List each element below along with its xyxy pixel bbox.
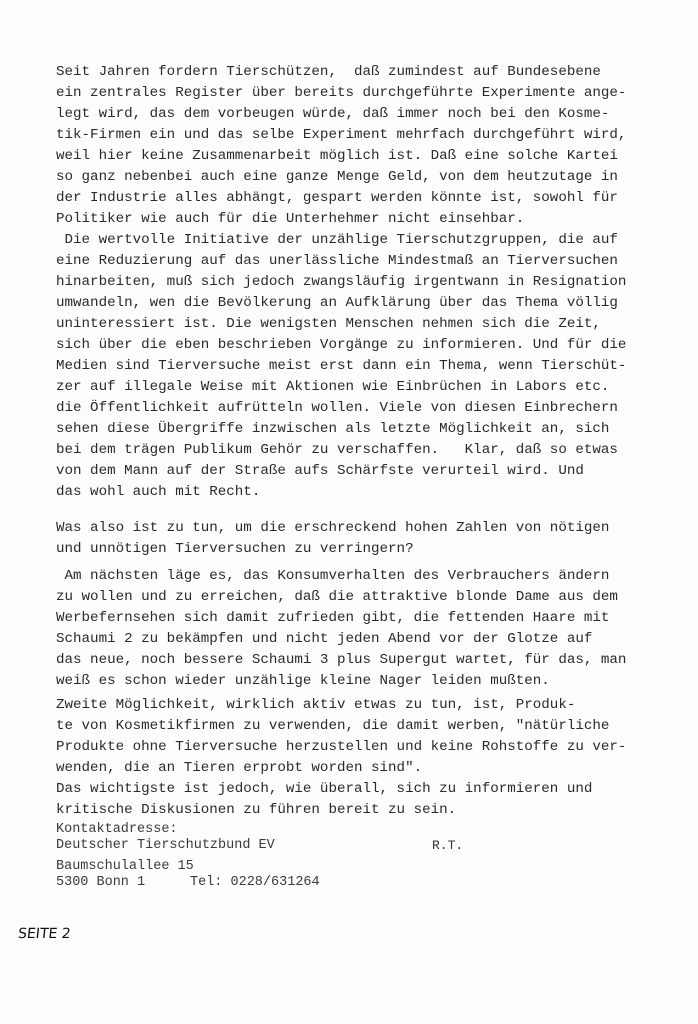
paragraph1-line: Seit Jahren fordern Tierschützen, daß zumindest auf Bundesebene [56, 64, 601, 80]
paragraph1-line: Politiker wie auch für die Unterhehmer nicht einsehbar. [56, 211, 525, 227]
paragraph4-line: Produkte ohne Tierversuche herzustellen und keine Rohstoffe zu ver- [56, 739, 627, 755]
paragraph2-line: die Öffentlichkeit aufrütteln wollen. Viele von diesen Einbrechern [56, 400, 618, 416]
paragraph2-line: das wohl auch mit Recht. [56, 484, 261, 500]
question-line: Was also ist zu tun, um die erschreckend hohen Zahlen von nötigen [56, 520, 610, 536]
paragraph3-line: Am nächsten läge es, das Konsumverhalten des Verbrauchers ändern [56, 568, 610, 584]
signature: R.T. [432, 838, 464, 853]
paragraph2-line: umwandeln, wen die Bevölkerung an Aufklärung über das Thema völlig [56, 295, 618, 311]
contact-phone: Tel: 0228/631264 [190, 875, 320, 890]
paragraph2-line: zer auf illegale Weise mit Aktionen wie Einbrüchen in Labors etc. [56, 379, 610, 395]
paragraph1-line: der Industrie alles abhängt, gespart werden könnte ist, sowohl für [56, 190, 618, 206]
paragraph4-line: te von Kosmetikfirmen zu verwenden, die damit werben, "nätürliche [56, 718, 610, 734]
paragraph2-line: Medien sind Tierversuche meist erst dann ein Thema, wenn Tierschüt- [56, 358, 627, 374]
contact-street: Baumschulallee 15 [56, 859, 194, 874]
paragraph2-line: von dem Mann auf der Straße aufs Schärfste verurteil wird. Und [56, 463, 584, 479]
paragraph4-line: Das wichtigste ist jedoch, wie überall, sich zu informieren und [56, 781, 593, 797]
paragraph2-line: Die wertvolle Initiative der unzählige Tierschutzgruppen, die auf [56, 232, 618, 248]
paragraph4-line: wenden, die an Tieren erprobt worden sind". [56, 760, 423, 776]
paragraph4-line: kritische Diskusionen zu führen bereit zu sein. [56, 802, 457, 818]
paragraph1-line: so ganz nebenbei auch eine ganze Menge Geld, von dem heutzutage in [56, 169, 618, 185]
paragraph1-line: weil hier keine Zusammenarbeit möglich ist. Daß eine solche Kartei [56, 148, 618, 164]
paragraph3-line: Schaumi 2 zu bekämpfen und nicht jeden Abend vor der Glotze auf [56, 631, 593, 647]
paragraph1-line: legt wird, das dem vorbeugen würde, daß immer noch bei den Kosme- [56, 106, 610, 122]
paragraph2-line: hinarbeiten, muß sich jedoch zwangsläufig irgentwann in Resignation [56, 274, 627, 290]
paragraph2-line: eine Reduzierung auf das unerlässliche Mindestmaß an Tierversuchen [56, 253, 618, 269]
paragraph1-line: ein zentrales Register über bereits durchgeführte Experimente ange- [56, 85, 627, 101]
contact-city: 5300 Bonn 1 [56, 875, 146, 890]
page-number-handwritten: SEITE 2 [17, 926, 72, 942]
paragraph3-line: Werbefernsehen sich damit zufrieden gibt, die fettenden Haare mit [56, 610, 610, 626]
paragraph3-line: das neue, noch bessere Schaumi 3 plus Supergut wartet, für das, man [56, 652, 627, 668]
paragraph4-line: Zweite Möglichkeit, wirklich aktiv etwas zu tun, ist, Produk- [56, 697, 576, 713]
paragraph3-line: zu wollen und zu erreichen, daß die attraktive blonde Dame aus dem [56, 589, 618, 605]
question-line: und unnötigen Tierversuchen zu verringern? [56, 541, 414, 557]
paragraph3-line: weiß es schon wieder unzählige kleine Nager leiden mußten. [56, 673, 550, 689]
paragraph2-line: sich über die eben beschrieben Vorgänge zu informieren. Und für die [56, 337, 627, 353]
paragraph2-line: bei dem trägen Publikum Gehör zu verschaffen. Klar, daß so etwas [56, 442, 618, 458]
contact-org: Deutscher Tierschutzbund EV [56, 838, 275, 853]
paragraph2-line: sehen diese Übergriffe inzwischen als letzte Möglichkeit an, sich [56, 421, 610, 437]
paragraph2-line: uninteressiert ist. Die wenigsten Menschen nehmen sich die Zeit, [56, 316, 601, 332]
paragraph1-line: tik-Firmen ein und das selbe Experiment mehrfach durchgeführt wird, [56, 127, 627, 143]
contact-label: Kontaktadresse: [56, 822, 178, 837]
